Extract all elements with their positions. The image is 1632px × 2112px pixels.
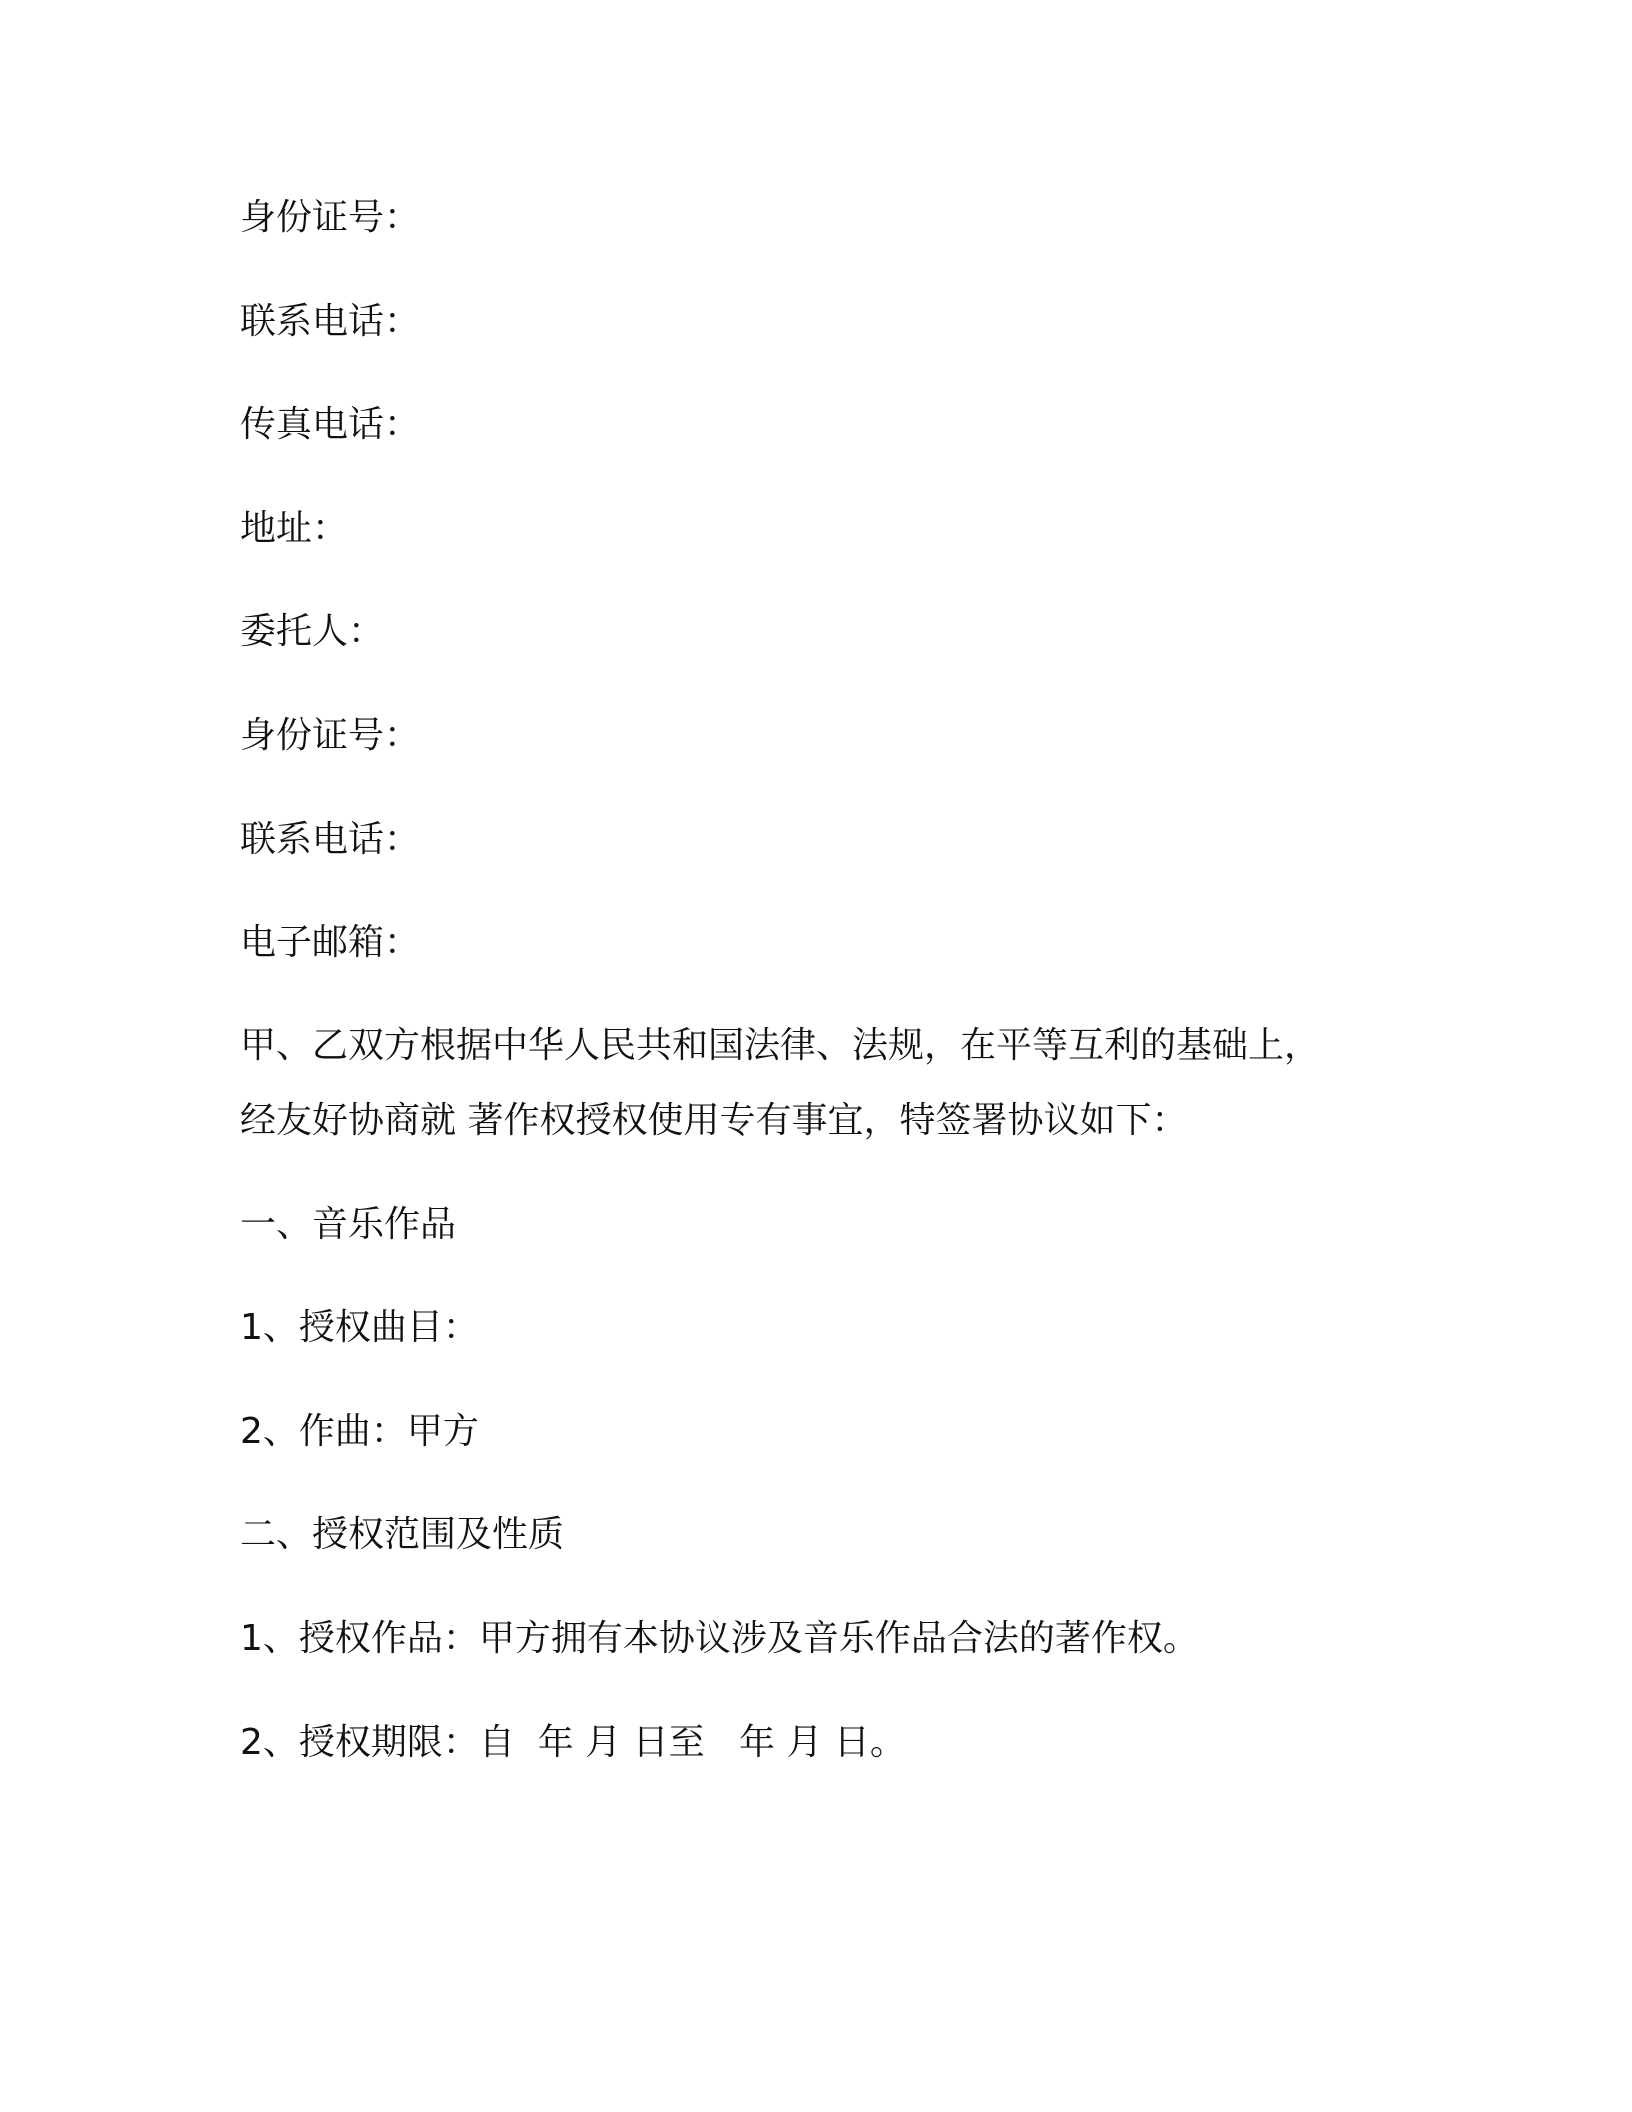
section-2-item-2: 2、授权期限：自 年 月 日至 年 月 日。 [240, 1722, 906, 1763]
section-1-heading: 一、音乐作品 [240, 1204, 457, 1245]
agent-phone-label: 联系电话： [240, 819, 421, 860]
preamble-line-1: 甲、乙双方根据中华人民共和国法律、法规，在平等互利的基础上， [240, 1025, 1321, 1066]
section-1-item-2: 2、作曲：甲方 [240, 1411, 479, 1452]
party-b-phone-label: 联系电话： [240, 301, 421, 342]
party-b-fax-label: 传真电话： [240, 404, 421, 445]
section-2-item-1: 1、授权作品：甲方拥有本协议涉及音乐作品合法的著作权。 [240, 1618, 1199, 1659]
section-2-heading: 二、授权范围及性质 [240, 1514, 565, 1555]
preamble-line-2: 经友好协商就 著作权授权使用专有事宜，特签署协议如下： [240, 1100, 1188, 1141]
party-b-id-number-label: 身份证号： [240, 197, 421, 238]
party-b-address-label: 地址： [240, 508, 349, 549]
agent-label: 委托人： [240, 611, 385, 652]
section-1-item-1: 1、授权曲目： [240, 1307, 479, 1348]
agent-email-label: 电子邮箱： [240, 922, 421, 963]
agent-id-number-label: 身份证号： [240, 715, 421, 756]
